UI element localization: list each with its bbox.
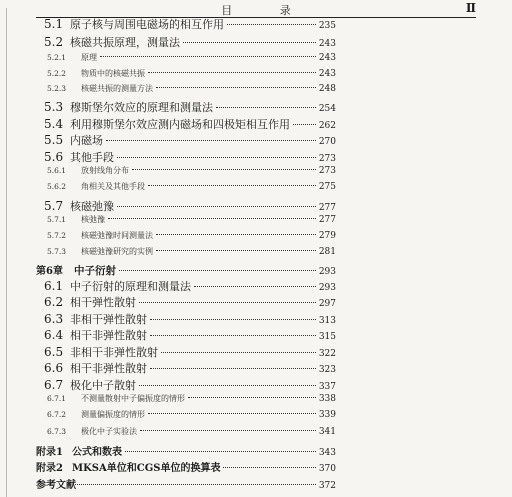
toc-entry-page: 270 [318,137,336,147]
toc-entry-number: 5.2.1 [47,53,67,62]
toc-entry-page: 273 [318,166,336,176]
toc-entry-page: 277 [318,215,336,225]
dot-leader [293,124,316,125]
toc-entry-number: 5.6.1 [47,166,67,175]
toc-entry [44,16,336,32]
toc-entry-number: 附录1 [36,447,63,458]
toc-entry-number: 6.7.3 [47,427,67,436]
toc-entry [44,360,336,376]
toc-entry-title: MKSA单位和CGS单位的换算表 [72,463,221,474]
toc-entry-title: 非相干弹性散射 [70,313,147,326]
toc-entry-page: 339 [318,410,336,420]
toc-entry [44,278,336,294]
dot-leader [150,368,316,369]
dot-leader [156,234,316,235]
dot-leader [117,157,316,158]
toc-entry [44,198,336,214]
toc-entry-title: 核磁弛豫研究的实例 [81,247,153,256]
toc-entry-number: 5.7 [44,199,64,213]
toc-entry [47,214,336,225]
toc-entry-number: 5.5 [44,133,64,147]
toc-entry-title: 内磁场 [70,134,103,147]
dot-leader [106,140,316,141]
dot-leader [75,484,316,485]
toc-entry-number: 5.7.2 [47,231,67,240]
dot-leader [148,413,316,414]
toc-entry-page: 275 [318,182,336,192]
dot-leader [150,319,316,320]
header-title: 目 录 [221,4,313,17]
toc-entry-number: 5.7.1 [47,215,67,224]
toc-entry-number: 6.3 [44,312,64,326]
dot-leader [132,169,316,170]
dot-leader [223,467,315,468]
dot-leader [117,206,316,207]
dot-leader [108,218,316,219]
toc-entry-title: 角相关及其他手段 [81,182,145,191]
dot-leader [139,302,316,303]
toc-entry-title: 不测量散射中子偏振度的情形 [81,394,185,403]
toc-entry-page: 293 [318,283,336,293]
toc-entry-page: 273 [318,154,336,164]
dot-leader [161,352,316,353]
toc-entry-number: 第6章 [36,266,63,277]
toc-entry-title: 穆斯堡尔效应的原理和测量法 [70,101,213,114]
toc-entry-page: 293 [318,267,336,277]
page-edge-line [6,8,7,497]
toc-entry [44,327,336,343]
toc-entry-page: 248 [318,84,336,94]
toc-entry-number: 附录2 [36,463,63,474]
toc-entry [47,426,336,437]
toc-entry [36,476,336,491]
toc-entry-page: 370 [318,464,336,474]
toc-entry-title: 非相干非弹性散射 [70,346,158,359]
dot-leader [119,270,316,271]
toc-entry [47,409,336,420]
toc-entry-page: 323 [318,365,336,375]
toc-entry-number: 6.7.2 [47,410,67,419]
toc-entry-number: 6.7 [44,378,64,392]
toc-entry-title: 核弛豫 [81,215,105,224]
toc-entry-page: 243 [318,39,336,49]
toc-entry-title: 中子衍射的原理和测量法 [70,280,191,293]
toc-entry-title: 原子核与周围电磁场的相互作用 [70,18,224,31]
toc-entry [44,34,336,50]
toc-entry-title: 其他手段 [70,151,114,164]
toc-entry [47,52,336,63]
toc-entry-title: 核磁共振原理，测量法 [70,36,180,49]
toc-entry-page: 243 [318,53,336,63]
toc-entry [36,262,336,278]
toc-entry [44,377,336,393]
toc-entry-page: 313 [318,316,336,326]
toc-entry [47,393,336,404]
dot-leader [183,42,316,43]
toc-entry-page: 277 [318,203,336,213]
dot-leader [156,250,316,251]
toc-entry-page: 297 [318,299,336,309]
toc-entry-number: 6.4 [44,328,64,342]
toc-entry [44,294,336,310]
toc-entry-page: 279 [318,231,336,241]
toc-entry-number: 6.7.1 [47,394,67,403]
toc-entry-page: 262 [318,121,336,131]
toc-entry-title: 极化中子实验法 [81,427,137,436]
toc-entry-title: 中子衍射 [74,265,116,277]
toc-entry [36,443,336,458]
toc-entry-number: 5.6 [44,150,64,164]
toc-entry-title: 核磁共振的测量方法 [81,84,153,93]
toc-entry-title: 核磁弛豫时间测量法 [81,231,153,240]
toc-entry-number: 5.6.2 [47,182,67,191]
toc-entry-page: 372 [318,481,336,491]
toc-entry-number: 5.3 [44,100,64,114]
dot-leader [139,385,316,386]
toc-entry-number: 5.7.3 [47,247,67,256]
dot-leader [216,107,316,108]
toc-entry-title: 原理 [81,53,97,62]
toc-entry [47,230,336,241]
toc-entry-title: 相干非弹性散射 [70,362,147,375]
toc-entry-page: 338 [318,394,336,404]
toc-entry-number: 5.2.2 [47,69,67,78]
dot-leader [148,185,316,186]
toc-entry [44,116,336,132]
running-header [36,2,476,17]
toc-entry [44,132,336,148]
dot-leader [227,24,316,25]
dot-leader [148,72,316,73]
dot-leader [150,335,316,336]
toc-entry-number: 5.2.3 [47,84,67,93]
toc-entry-page: 243 [318,69,336,79]
toc-entry-page: 343 [318,448,336,458]
toc-entry-page: 235 [318,21,336,31]
toc-entry-page: 322 [318,349,336,359]
toc-entry [47,246,336,257]
toc-entry-page: 337 [318,382,336,392]
dot-leader [100,56,316,57]
toc-entry [44,149,336,165]
toc-entry-number: 5.4 [44,117,64,131]
toc-entry [47,165,336,176]
toc-entry [36,459,336,474]
toc-entry-title: 放射线角分布 [81,166,129,175]
toc-entry-number: 6.5 [44,345,64,359]
toc-entry [44,344,336,360]
toc-entry-title: 核磁弛豫 [70,200,114,213]
dot-leader [140,430,316,431]
dot-leader [188,397,316,398]
toc-entry [47,181,336,192]
header-page-number: Ⅱ [465,1,476,15]
toc-entry [44,311,336,327]
toc-entry-number: 5.1 [44,17,64,31]
toc-entry [47,68,336,79]
dot-leader [156,87,316,88]
toc-entry-page: 315 [318,332,336,342]
toc-entry [44,99,336,115]
toc-entry-title: 测量偏振度的情形 [81,410,145,419]
toc-entry-number: 参考文献 [36,480,76,491]
toc-entry-number: 5.2 [44,35,64,49]
toc-entry-title: 相干非弹性散射 [70,329,147,342]
toc-entry-page: 281 [318,247,336,257]
toc-entry-title: 利用穆斯堡尔效应测内磁场和四极矩相互作用 [70,118,290,131]
toc-entry-number: 6.2 [44,295,64,309]
toc-entry-page: 254 [318,104,336,114]
dot-leader [194,286,316,287]
toc-entry-title: 极化中子散射 [70,379,136,392]
toc-entry-title: 物质中的核磁共振 [81,69,145,78]
toc-entry-page: 341 [318,427,336,437]
toc-entry-title: 相干弹性散射 [70,296,136,309]
dot-leader [125,451,316,452]
toc-entry-title: 公式和数表 [72,447,122,458]
toc-entry [47,83,336,94]
toc-entry-number: 6.1 [44,279,64,293]
toc-entry-number: 6.6 [44,361,64,375]
